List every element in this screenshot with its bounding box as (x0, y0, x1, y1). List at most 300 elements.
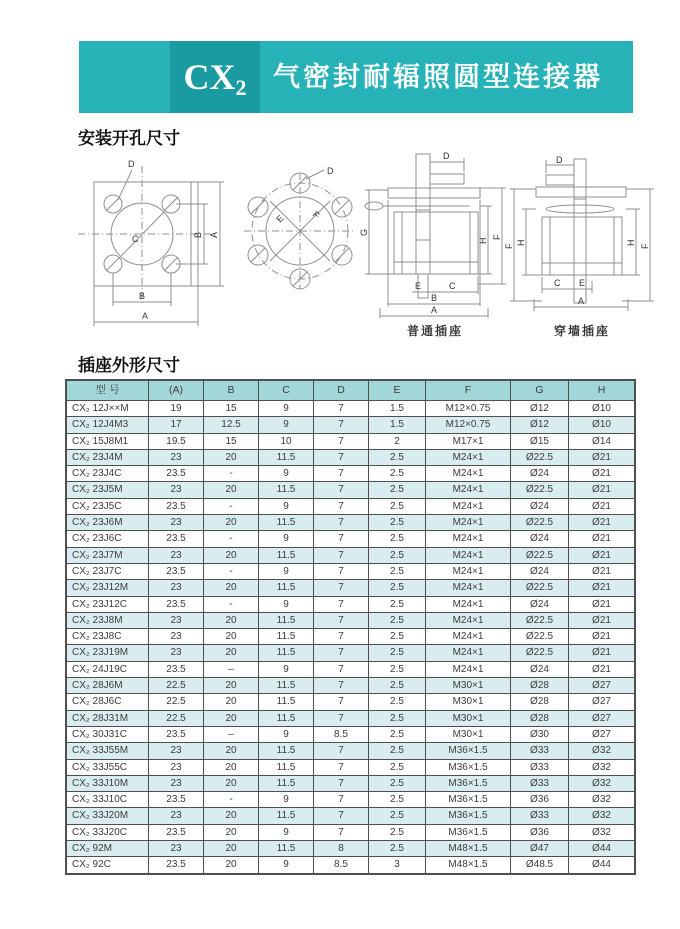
value-cell: 17 (149, 417, 204, 433)
value-cell: - (204, 498, 259, 514)
table-row (67, 401, 635, 417)
value-cell: 23 (149, 645, 204, 661)
value-cell: Ø21 (569, 482, 635, 498)
value-cell: 23.5 (149, 792, 204, 808)
value-cell: Ø27 (569, 694, 635, 710)
model-cell: CX₂ 23J7M (67, 547, 149, 563)
value-cell: Ø22.5 (511, 515, 569, 531)
value-cell: 20 (204, 547, 259, 563)
value-cell: 23.5 (149, 726, 204, 742)
value-cell: 11.5 (259, 515, 314, 531)
value-cell: 2.5 (369, 580, 426, 596)
value-cell: 7 (314, 596, 369, 612)
value-cell: Ø21 (569, 531, 635, 547)
value-cell: 20 (204, 808, 259, 824)
table-row (67, 531, 635, 547)
value-cell: M12×0.75 (426, 401, 511, 417)
value-cell: 23.5 (149, 563, 204, 579)
value-cell: 7 (314, 498, 369, 514)
value-cell: 20 (204, 743, 259, 759)
value-cell: 11.5 (259, 841, 314, 857)
value-cell: Ø28 (511, 694, 569, 710)
value-cell: 23.5 (149, 661, 204, 677)
value-cell: 2.5 (369, 775, 426, 791)
table-row (67, 482, 635, 498)
model-cell: CX₂ 33J55C (67, 759, 149, 775)
value-cell: Ø24 (511, 498, 569, 514)
value-cell: 2.5 (369, 710, 426, 726)
model-cell: CX₂ 23J5C (67, 498, 149, 514)
value-cell: 20 (204, 824, 259, 840)
value-cell: 20 (204, 775, 259, 791)
value-cell: 1.5 (369, 401, 426, 417)
dim-label-f-right: F (640, 243, 650, 249)
value-cell: 20 (204, 645, 259, 661)
value-cell: 7 (314, 401, 369, 417)
table-row (67, 417, 635, 433)
value-cell: 8.5 (314, 726, 369, 742)
value-cell: M30×1 (426, 726, 511, 742)
value-cell: 2.5 (369, 515, 426, 531)
value-cell: 9 (259, 563, 314, 579)
value-cell: 7 (314, 808, 369, 824)
model-cell: CX₂ 23J5M (67, 482, 149, 498)
value-cell: 12.5 (204, 417, 259, 433)
value-cell: 7 (314, 824, 369, 840)
value-cell: Ø27 (569, 678, 635, 694)
value-cell: 9 (259, 466, 314, 482)
table-row (67, 857, 635, 873)
value-cell: 7 (314, 710, 369, 726)
model-cell: CX₂ 23J8M (67, 612, 149, 628)
value-cell: 2.5 (369, 678, 426, 694)
value-cell: Ø24 (511, 563, 569, 579)
value-cell: 2.5 (369, 596, 426, 612)
value-cell: Ø21 (569, 449, 635, 465)
model-cell: CX₂ 30J31C (67, 726, 149, 742)
model-cell: CX₂ 23J4M (67, 449, 149, 465)
value-cell: Ø28 (511, 710, 569, 726)
square-flange-drawing (70, 156, 230, 341)
value-cell: 7 (314, 612, 369, 628)
model-cell: CX₂ 28J6C (67, 694, 149, 710)
column-header-e: E (369, 381, 426, 401)
value-cell: Ø14 (569, 433, 635, 449)
table-row (67, 726, 635, 742)
value-cell: 23 (149, 629, 204, 645)
value-cell: 11.5 (259, 743, 314, 759)
value-cell: M24×1 (426, 563, 511, 579)
value-cell: 7 (314, 775, 369, 791)
value-cell: Ø21 (569, 580, 635, 596)
value-cell: 11.5 (259, 580, 314, 596)
value-cell: M24×1 (426, 449, 511, 465)
value-cell: 23.5 (149, 596, 204, 612)
value-cell: 11.5 (259, 449, 314, 465)
value-cell: 23 (149, 449, 204, 465)
dim-label-a: A (431, 305, 438, 315)
model-cell: CX₂ 23J6C (67, 531, 149, 547)
model-cell: CX₂ 12J××M (67, 401, 149, 417)
model-cell: CX₂ 23J8C (67, 629, 149, 645)
value-cell: 7 (314, 661, 369, 677)
column-header-h: H (569, 381, 635, 401)
value-cell: 7 (314, 629, 369, 645)
value-cell: 8.5 (314, 857, 369, 873)
dim-label-b-vertical: B (193, 231, 203, 238)
dim-label-h: H (478, 237, 488, 244)
value-cell: 2.5 (369, 498, 426, 514)
value-cell: 11.5 (259, 612, 314, 628)
value-cell: - (204, 596, 259, 612)
spec-table-body (67, 401, 635, 874)
value-cell: M30×1 (426, 678, 511, 694)
value-cell: 11.5 (259, 482, 314, 498)
value-cell: 23.5 (149, 857, 204, 873)
value-cell: 2.5 (369, 563, 426, 579)
dim-label-h-right: H (626, 239, 636, 246)
dim-label-a-horizontal: A (142, 311, 149, 321)
value-cell: 11.5 (259, 645, 314, 661)
section-title-outline: 插座外形尺寸 (78, 356, 180, 375)
value-cell: M36×1.5 (426, 824, 511, 840)
value-cell: 11.5 (259, 808, 314, 824)
value-cell: Ø33 (511, 808, 569, 824)
value-cell: Ø21 (569, 515, 635, 531)
value-cell: 20 (204, 841, 259, 857)
value-cell: 20 (204, 759, 259, 775)
dim-label-e: E (579, 278, 586, 288)
column-header-f: F (426, 381, 511, 401)
dim-label-g: G (359, 228, 369, 236)
value-cell: M17×1 (426, 433, 511, 449)
value-cell: 23 (149, 775, 204, 791)
value-cell: 23 (149, 482, 204, 498)
value-cell: 9 (259, 498, 314, 514)
model-cell: CX₂ 33J20M (67, 808, 149, 824)
value-cell: Ø24 (511, 531, 569, 547)
value-cell: 9 (259, 661, 314, 677)
value-cell: 7 (314, 531, 369, 547)
value-cell: Ø30 (511, 726, 569, 742)
value-cell: M24×1 (426, 612, 511, 628)
value-cell: Ø24 (511, 596, 569, 612)
dim-label-e: E (415, 281, 422, 291)
table-row (67, 792, 635, 808)
value-cell: Ø24 (511, 466, 569, 482)
value-cell: 7 (314, 515, 369, 531)
table-row (67, 694, 635, 710)
dim-label-a-vertical: A (209, 231, 219, 238)
value-cell: Ø36 (511, 792, 569, 808)
value-cell: 9 (259, 792, 314, 808)
value-cell: 20 (204, 482, 259, 498)
dim-label-c: C (554, 278, 561, 288)
value-cell: 23.5 (149, 498, 204, 514)
value-cell: Ø33 (511, 743, 569, 759)
value-cell: 23 (149, 808, 204, 824)
round-flange-drawing (238, 165, 368, 305)
value-cell: Ø22.5 (511, 449, 569, 465)
value-cell: 23 (149, 759, 204, 775)
table-row (67, 841, 635, 857)
value-cell: 9 (259, 726, 314, 742)
value-cell: M36×1.5 (426, 808, 511, 824)
value-cell: M24×1 (426, 482, 511, 498)
table-row (67, 612, 635, 628)
value-cell: 19 (149, 401, 204, 417)
value-cell: 9 (259, 531, 314, 547)
section-title-mounting: 安装开孔尺寸 (78, 129, 180, 148)
value-cell: Ø22.5 (511, 547, 569, 563)
model-cell: CX₂ 33J10M (67, 775, 149, 791)
dim-label-b: B (431, 293, 438, 303)
value-cell: Ø36 (511, 824, 569, 840)
model-cell: CX₂ 92M (67, 841, 149, 857)
value-cell: M36×1.5 (426, 743, 511, 759)
value-cell: 23 (149, 580, 204, 596)
value-cell: Ø32 (569, 824, 635, 840)
value-cell: 23 (149, 515, 204, 531)
product-banner (79, 41, 633, 113)
value-cell: 2.5 (369, 629, 426, 645)
model-cell: CX₂ 28J6M (67, 678, 149, 694)
dim-label-f-left: F (504, 243, 514, 249)
model-cell: CX₂ 92C (67, 857, 149, 873)
value-cell: 7 (314, 482, 369, 498)
value-cell: 20 (204, 694, 259, 710)
value-cell: 9 (259, 824, 314, 840)
value-cell: M24×1 (426, 580, 511, 596)
value-cell: 20 (204, 515, 259, 531)
value-cell: 1.5 (369, 417, 426, 433)
table-row (67, 743, 635, 759)
value-cell: 22.5 (149, 678, 204, 694)
value-cell: 2.5 (369, 743, 426, 759)
value-cell: 23 (149, 841, 204, 857)
model-cell: CX₂ 23J19M (67, 645, 149, 661)
value-cell: Ø21 (569, 466, 635, 482)
column-header-g: G (511, 381, 569, 401)
value-cell: Ø21 (569, 629, 635, 645)
table-row (67, 433, 635, 449)
value-cell: 11.5 (259, 775, 314, 791)
value-cell: 2.5 (369, 547, 426, 563)
value-cell: Ø32 (569, 792, 635, 808)
value-cell: 20 (204, 710, 259, 726)
table-row (67, 661, 635, 677)
table-row (67, 596, 635, 612)
column-header-d: D (314, 381, 369, 401)
value-cell: Ø21 (569, 661, 635, 677)
value-cell: 20 (204, 612, 259, 628)
model-cell: CX₂ 23J6M (67, 515, 149, 531)
value-cell: M24×1 (426, 596, 511, 612)
value-cell: Ø12 (511, 417, 569, 433)
value-cell: 2.5 (369, 449, 426, 465)
model-cell: CX₂ 33J20C (67, 824, 149, 840)
value-cell: 7 (314, 743, 369, 759)
table-row (67, 547, 635, 563)
value-cell: 9 (259, 857, 314, 873)
value-cell: Ø24 (511, 661, 569, 677)
dim-label-f: F (492, 234, 502, 240)
value-cell: 3 (369, 857, 426, 873)
value-cell: – (204, 726, 259, 742)
model-cell: CX₂ 24J19C (67, 661, 149, 677)
value-cell: 20 (204, 629, 259, 645)
value-cell: M24×1 (426, 466, 511, 482)
value-cell: M24×1 (426, 515, 511, 531)
value-cell: M24×1 (426, 531, 511, 547)
value-cell: 7 (314, 563, 369, 579)
value-cell: - (204, 531, 259, 547)
value-cell: 9 (259, 596, 314, 612)
table-row (67, 808, 635, 824)
dim-label-d: D (443, 151, 450, 161)
dim-label-c: C (132, 234, 139, 244)
column-header-c: C (259, 381, 314, 401)
table-row (67, 645, 635, 661)
value-cell: 7 (314, 694, 369, 710)
value-cell: 2.5 (369, 531, 426, 547)
value-cell: Ø22.5 (511, 645, 569, 661)
value-cell: 23.5 (149, 531, 204, 547)
value-cell: M30×1 (426, 710, 511, 726)
value-cell: Ø22.5 (511, 580, 569, 596)
value-cell: Ø21 (569, 498, 635, 514)
model-cell: CX₂ 15J8M1 (67, 433, 149, 449)
dim-label-d: D (556, 155, 563, 165)
value-cell: Ø21 (569, 547, 635, 563)
value-cell: Ø21 (569, 596, 635, 612)
value-cell: 15 (204, 401, 259, 417)
value-cell: 22.5 (149, 710, 204, 726)
value-cell: 7 (314, 417, 369, 433)
value-cell: 19.5 (149, 433, 204, 449)
model-cell: CX₂ 23J12C (67, 596, 149, 612)
table-row (67, 775, 635, 791)
value-cell: 2.5 (369, 482, 426, 498)
model-cell: CX₂ 23J12M (67, 580, 149, 596)
value-cell: 7 (314, 792, 369, 808)
value-cell: 15 (204, 433, 259, 449)
value-cell: 20 (204, 857, 259, 873)
value-cell: Ø32 (569, 743, 635, 759)
value-cell: 7 (314, 645, 369, 661)
table-row (67, 466, 635, 482)
value-cell: M48×1.5 (426, 841, 511, 857)
value-cell: 22.5 (149, 694, 204, 710)
value-cell: 23.5 (149, 824, 204, 840)
value-cell: – (204, 661, 259, 677)
model-cell: CX₂ 33J55M (67, 743, 149, 759)
table-row (67, 678, 635, 694)
value-cell: Ø28 (511, 678, 569, 694)
value-cell: 7 (314, 678, 369, 694)
value-cell: Ø21 (569, 645, 635, 661)
table-row (67, 824, 635, 840)
value-cell: Ø33 (511, 759, 569, 775)
value-cell: Ø22.5 (511, 629, 569, 645)
value-cell: Ø10 (569, 401, 635, 417)
value-cell: 20 (204, 449, 259, 465)
table-row (67, 710, 635, 726)
value-cell: 2.5 (369, 792, 426, 808)
product-code-subscript: 2 (235, 75, 247, 100)
table-header-row (67, 381, 635, 401)
value-cell: Ø44 (569, 857, 635, 873)
value-cell: 11.5 (259, 629, 314, 645)
value-cell: M24×1 (426, 498, 511, 514)
product-code: CX (183, 57, 236, 97)
model-cell: CX₂ 28J31M (67, 710, 149, 726)
value-cell: 7 (314, 449, 369, 465)
value-cell: 7 (314, 547, 369, 563)
value-cell: Ø15 (511, 433, 569, 449)
value-cell: 2.5 (369, 759, 426, 775)
value-cell: Ø32 (569, 759, 635, 775)
value-cell: Ø22.5 (511, 612, 569, 628)
column-header-b: B (204, 381, 259, 401)
value-cell: 20 (204, 678, 259, 694)
value-cell: Ø48.5 (511, 857, 569, 873)
column-header-model: 型 号 (67, 381, 149, 401)
wall-socket-drawing (506, 155, 656, 320)
value-cell: Ø21 (569, 563, 635, 579)
value-cell: M24×1 (426, 547, 511, 563)
table-row (67, 580, 635, 596)
model-cell: CX₂ 12J4M3 (67, 417, 149, 433)
value-cell: Ø10 (569, 417, 635, 433)
drawing-caption-wall: 穿墙插座 (553, 324, 610, 338)
value-cell: 9 (259, 417, 314, 433)
dim-label-d: D (327, 166, 334, 176)
value-cell: 2.5 (369, 694, 426, 710)
table-row (67, 563, 635, 579)
normal-socket-drawing (360, 150, 510, 320)
product-code-badge (170, 41, 260, 113)
value-cell: 2.5 (369, 612, 426, 628)
value-cell: M48×1.5 (426, 857, 511, 873)
value-cell: Ø47 (511, 841, 569, 857)
model-cell: CX₂ 23J7C (67, 563, 149, 579)
value-cell: Ø44 (569, 841, 635, 857)
value-cell: 2.5 (369, 841, 426, 857)
value-cell: M12×0.75 (426, 417, 511, 433)
value-cell: Ø32 (569, 808, 635, 824)
value-cell: 2.5 (369, 824, 426, 840)
table-row (67, 759, 635, 775)
value-cell: 11.5 (259, 678, 314, 694)
value-cell: - (204, 466, 259, 482)
value-cell: 23 (149, 612, 204, 628)
value-cell: 2 (369, 433, 426, 449)
value-cell: 20 (204, 580, 259, 596)
value-cell: Ø22.5 (511, 482, 569, 498)
value-cell: 11.5 (259, 759, 314, 775)
dim-label-d: D (128, 159, 135, 169)
table-row (67, 449, 635, 465)
value-cell: M30×1 (426, 694, 511, 710)
value-cell: 10 (259, 433, 314, 449)
value-cell: Ø32 (569, 775, 635, 791)
table-row (67, 629, 635, 645)
value-cell: M36×1.5 (426, 759, 511, 775)
value-cell: 7 (314, 466, 369, 482)
dim-label-e: E (274, 213, 286, 225)
value-cell: - (204, 792, 259, 808)
